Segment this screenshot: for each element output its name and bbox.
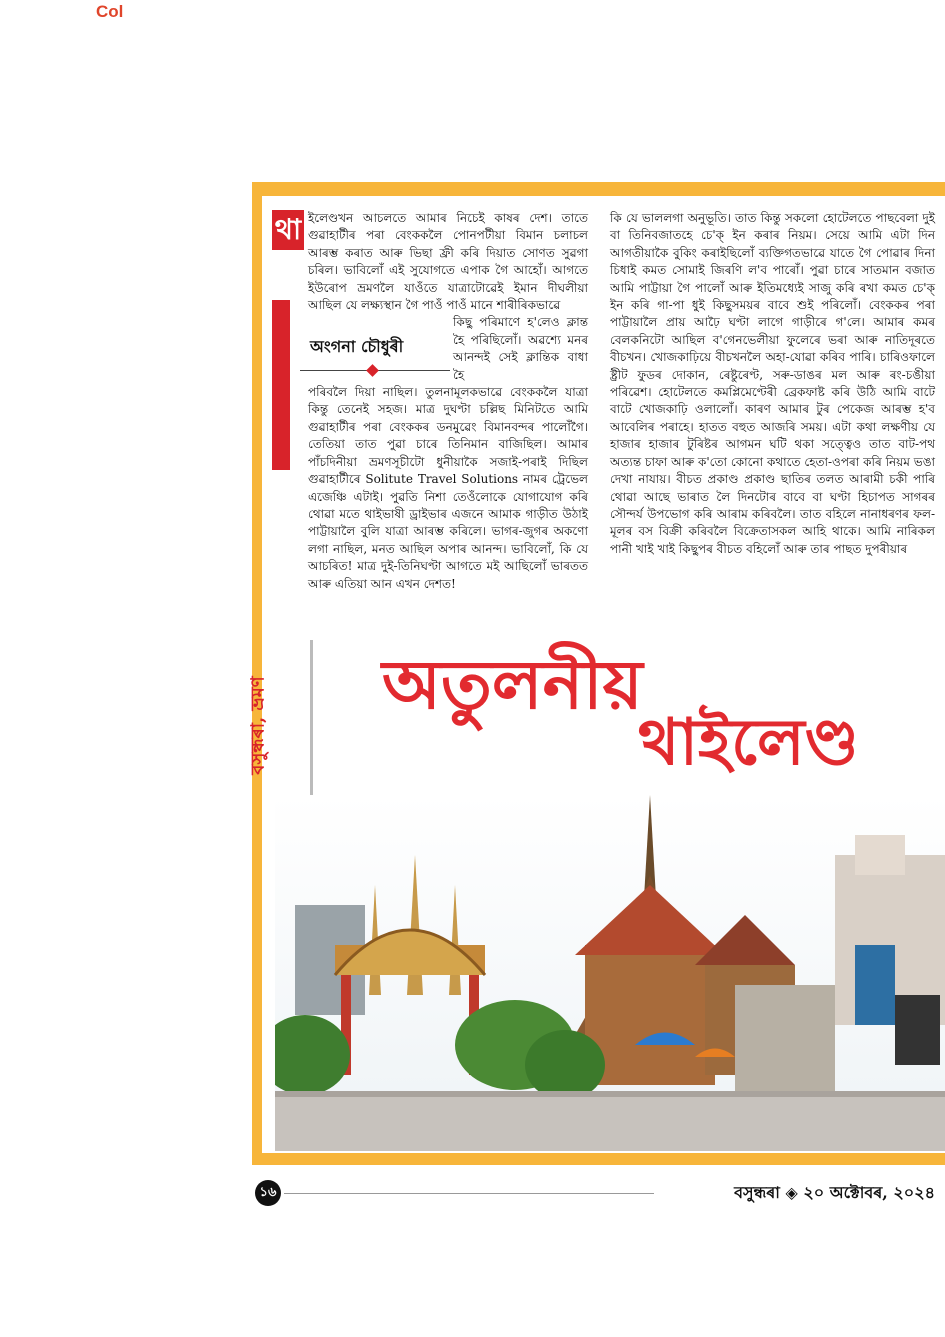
author-name: অংগনা চৌধুৰী — [310, 337, 404, 356]
left-column — [308, 210, 588, 593]
left-column-bottom: পৰিবলৈ দিয়া নাছিল। তুলনামূলকভাৱে বেংককলৈ যাত্ৰা কিন্তু তেনেই সহজ। মাত্ৰ দুঘণ্টা চল্লিছ মিনিটতে আমি গুৱাহাটীৰ পৰা বেংককৰ ডনমুৱেং বিমানবন্দৰ পালোঁগৈ। তেতিয়া তাত পুৱা চাৰে তিনিমান বাজিছিল। আমাৰ পাঁচদিনীয়া ভ্ৰমণসূচীটো ধুনীয়াকৈ সজাই-পৰাই দিছিল গুৱাহাটীৰে Solitute Travel Solutions নামৰ ট্ৰেভেল এজেঞ্চি এটাই। পুৱতি নিশা তেওঁলোকে যোগাযোগ কৰি থোৱা মতে থাইভাষী ড্ৰাইভাৰ এজনে আমাক গাড়ীত উঠাই পাট্টায়ালৈ বুলি যাত্ৰা আৰম্ভ কৰিলে। ভাগৰ-জুগৰ অকণো লগা নাছিল, মনত আছিল অপাৰ আনন্দ। ভাবিলোঁ, কি যে আচৰিত! মাত্ৰ দুই-তিনিঘণ্টা আগতে মই আছিলোঁ ভাৰতত আৰু এতিয়া আন এখন দেশত! — [308, 385, 588, 591]
footer-rule — [284, 1193, 654, 1194]
right-column-text: কি যে ভাললগা অনুভূতি। তাত কিন্তু সকলো হোটেলতে পাছবেলা দুই বা তিনিবজাতহে চে'ক্ ইন কৰাৰ নিয়ম। সেয়ে আমি এটা দিন আগতীয়াকৈ বুকিং কৰাইছিলোঁ ব্যক্তিগতভাৱে যাতে গৈ পোৱাৰ দিনা চিধাই কমত সোমাই জিৰণি ল'ব পাৰোঁ। পুৱা চাৰে সাতমান বজাত আমি পাট্টায়া গৈ পালোঁ আৰু ইতিমধ্যেই সাজু কৰি ৰখা কমত চে'ক্ ইন কৰি গা-পা ধুই কিছুসময়ৰ বাবে শুই পৰিলোঁ। বেংককৰ পৰা পাট্টায়ালৈ প্ৰায় আঢ়ৈ ঘণ্টা লাগে গাড়ীৰে গ'লে। আমাৰ কমৰ বেলকনিটো আছিল ব'গেনভেলীয়া ফুলেৰে ভৰা আৰু নাতিদূৰতে বীচখন। খোজকাঢ়িয়ে বীচখনলৈ অহা-যোৱা কৰিব পাৰি। চাৰিওফালে ষ্ট্ৰীট ফুডৰ দোকান, ৰেষ্টুৰেণ্ট, সৰু-ডাঙৰ মল আৰু ৰং-চঙীয়া পৰিৱেশ। হোটেলতে কমপ্লিমেণ্টেৰী ব্ৰেকফাষ্ট কৰি উঠি আমি বাটে বাটে খোজকাঢ়ি ওলালোঁ। কাৰণ আমাৰ টুৰ পেকেজ আৰম্ভ হ'ব আবেলিৰ পৰাহে। হাতত বহুত আজৰি সময়। এটা কথা লক্ষণীয় যে হাজাৰ হাজাৰ টুৰিষ্টৰ আগমন ঘটি থকা সত্ত্বেও তাত বাট-পথ অত্যন্ত চাফা আৰু ক'তো কোনো কথাতে হেতা-ওপৰা কৰি নিয়ম ভঙা দেখা নাযায়। বীচত প্ৰকাণ্ড প্ৰকাণ্ড ছাতিৰ তলত আৰামী চকী পাৰি থোৱা আছে ভাৰাত লৈ দিনটোৰ বাবে বা ঘণ্টা হিচাপত সাগৰৰ সৌন্দৰ্য উপভোগ কৰি আৰাম কৰিবলৈ। তাত বহিলে নানাধৰণৰ ফল-মূলৰ বস বিক্ৰী কৰিবলৈ বিক্ৰেতাসকল আহি থাকে। আমি নাৰিকল পানী খাই খাই কিছুপৰ বীচত বহিলোঁ আৰু তাৰ পাছত দুপৰীয়াৰ — [610, 211, 935, 556]
accent-bar — [272, 300, 290, 470]
right-column — [610, 210, 935, 558]
corner-label: Col — [96, 2, 124, 21]
section-label-text: বসুন্ধৰা, ভ্ৰমণ — [247, 676, 269, 775]
drop-cap: থা — [272, 210, 304, 250]
section-label — [247, 640, 313, 820]
left-column-narrow: কিছু পৰিমাণে হ'লেও ক্লান্ত হৈ পৰিছিলোঁ। অৱশ্যে মনৰ আনন্দই সেই ক্লান্তিক বাধা হৈ — [453, 315, 588, 382]
temple-photo-illustration — [275, 795, 945, 1151]
temple-photo — [275, 795, 945, 1151]
left-column-top: ইলেণ্ডখন আচলতে আমাৰ নিচেই কাষৰ দেশ। তাতে গুৱাহাটীৰ পৰা বেংককলৈ পোনপটীয়া বিমান চলাচল আৰম্ভ কৰাত আৰু ভিছা ফ্ৰী কৰি দিয়াত সোণত সুৱগা চৰিল। ভাবিলোঁ এই সুযোগতে এপাক গৈ আহোঁ। আগতে ইউৰোপ ভ্ৰমণলৈ যাওঁতে যাত্ৰাটোৱেই ইমান দীঘলীয়া আছিল যে লক্ষ্যস্থান গৈ পাওঁ পাওঁ মানে শাৰীৰিকভাৱে — [308, 211, 588, 313]
headline-line-1: অতুলনীয় — [382, 646, 643, 725]
headline-line-2: থাইলেণ্ড — [638, 706, 859, 780]
page-number: ১৬ — [255, 1180, 281, 1206]
footer-publication: বসুন্ধৰা ◈ ২০ অক্টোবৰ, ২০২৪ — [734, 1183, 935, 1202]
